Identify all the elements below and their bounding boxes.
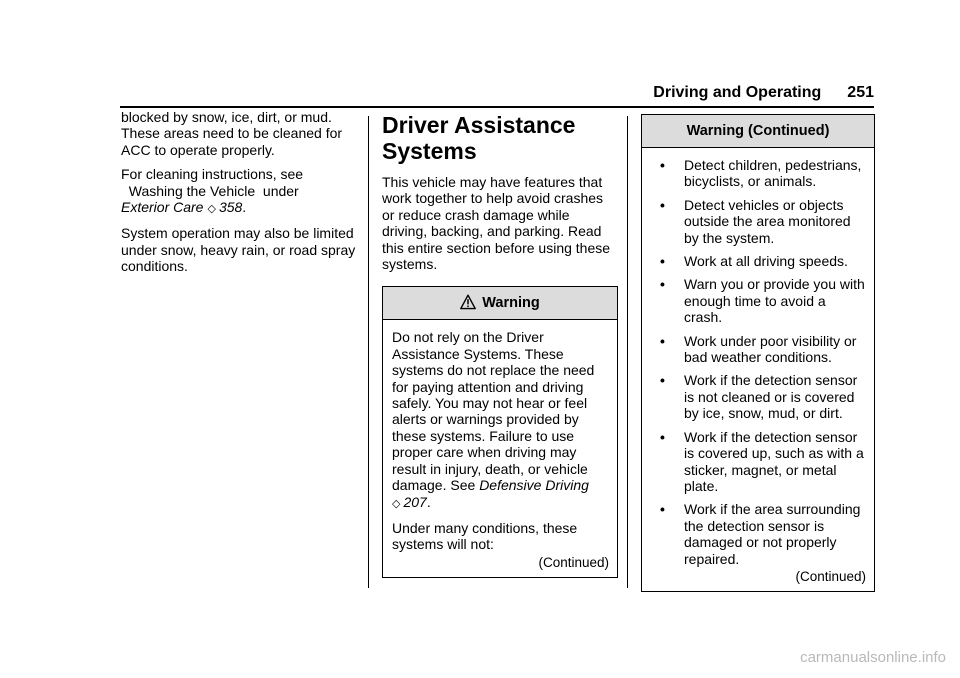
page-ref-icon: ◇ xyxy=(207,203,216,216)
page-number: 251 xyxy=(847,84,874,101)
list-item: • Work at all driving speeds. xyxy=(660,253,848,270)
warning-continued-heading: Warning (Continued) xyxy=(642,115,874,148)
list-item: • Detect children, pedestrians, bicyclists, or animals. xyxy=(660,157,862,190)
list-item: • Warn you or provide you with enough time to avoid a crash. xyxy=(660,276,865,326)
list-item: • Work if the area surrounding the detection sensor is damaged or not properly repaired. xyxy=(660,501,861,567)
column-1 xyxy=(121,109,361,283)
column-divider-2 xyxy=(627,116,628,588)
list-item: • Work under poor visibility or bad weather conditions. xyxy=(660,332,857,366)
section-name: Driving and Operating xyxy=(653,84,822,101)
washing-vehicle-link[interactable]: Washing the Vehicle xyxy=(128,182,256,199)
list-item: • Work if the detection sensor is covered up, such as with a sticker, magnet, or metal plate. xyxy=(660,428,864,494)
continued-label: (Continued) xyxy=(795,568,866,584)
acc-cleaning-text: blocked by snow, ice, dirt, or mud. These areas need to be cleaned for ACC to operate properly. xyxy=(121,109,343,158)
warning-heading: Warning xyxy=(383,287,617,320)
header-rule xyxy=(120,106,874,108)
column-divider-1 xyxy=(368,116,369,588)
page-ref-icon: ◇ xyxy=(392,497,401,510)
section-title: Driver Assistance Systems xyxy=(382,112,576,164)
warning-body xyxy=(383,320,617,577)
column-2 xyxy=(382,112,618,578)
limitations-list xyxy=(651,157,866,567)
column-3 xyxy=(641,114,875,592)
defensive-driving-link[interactable]: Defensive Driving xyxy=(479,477,589,494)
warning-triangle-icon xyxy=(460,294,476,310)
page-header xyxy=(653,84,874,102)
system-limitation-text: System operation may also be limited under snow, heavy rain, or road spray conditions. xyxy=(121,225,356,275)
warning-continued-box xyxy=(641,114,875,592)
warning-text: Do not rely on the Driver Assistance Systems. These systems do not replace the need for paying attention and driving safely. You may not hear or feel alerts or warnings provided by these systems. Failure to use proper care when driving may result in injury, death, or vehicle damage. See Defensive Driving ◇ 207. xyxy=(392,329,595,510)
warning-continued-body xyxy=(642,148,874,591)
warning-tail: Under many conditions, these systems will not: xyxy=(392,519,578,553)
section-intro: This vehicle may have features that work together to help avoid crashes or reduce crash damage while driving, backing, and parking. Read this entire section before using these systems. xyxy=(382,174,611,273)
page-ref-207[interactable]: 207 xyxy=(403,493,427,510)
cleaning-instructions: For cleaning instructions, see Washing the Vehicle under Exterior Care ◇ 358. xyxy=(121,166,304,216)
list-item: • Work if the detection sensor is not cleaned or is covered by ice, snow, mud, or dirt. xyxy=(660,372,858,422)
continued-label: (Continued) xyxy=(538,554,609,570)
page-ref-358[interactable]: 358 xyxy=(218,199,243,216)
list-item: • Detect vehicles or objects outside the area monitored by the system. xyxy=(660,196,851,246)
exterior-care-link[interactable]: Exterior Care xyxy=(121,199,204,216)
warning-box xyxy=(382,286,618,578)
watermark: carmanualsonline.info xyxy=(800,649,946,666)
